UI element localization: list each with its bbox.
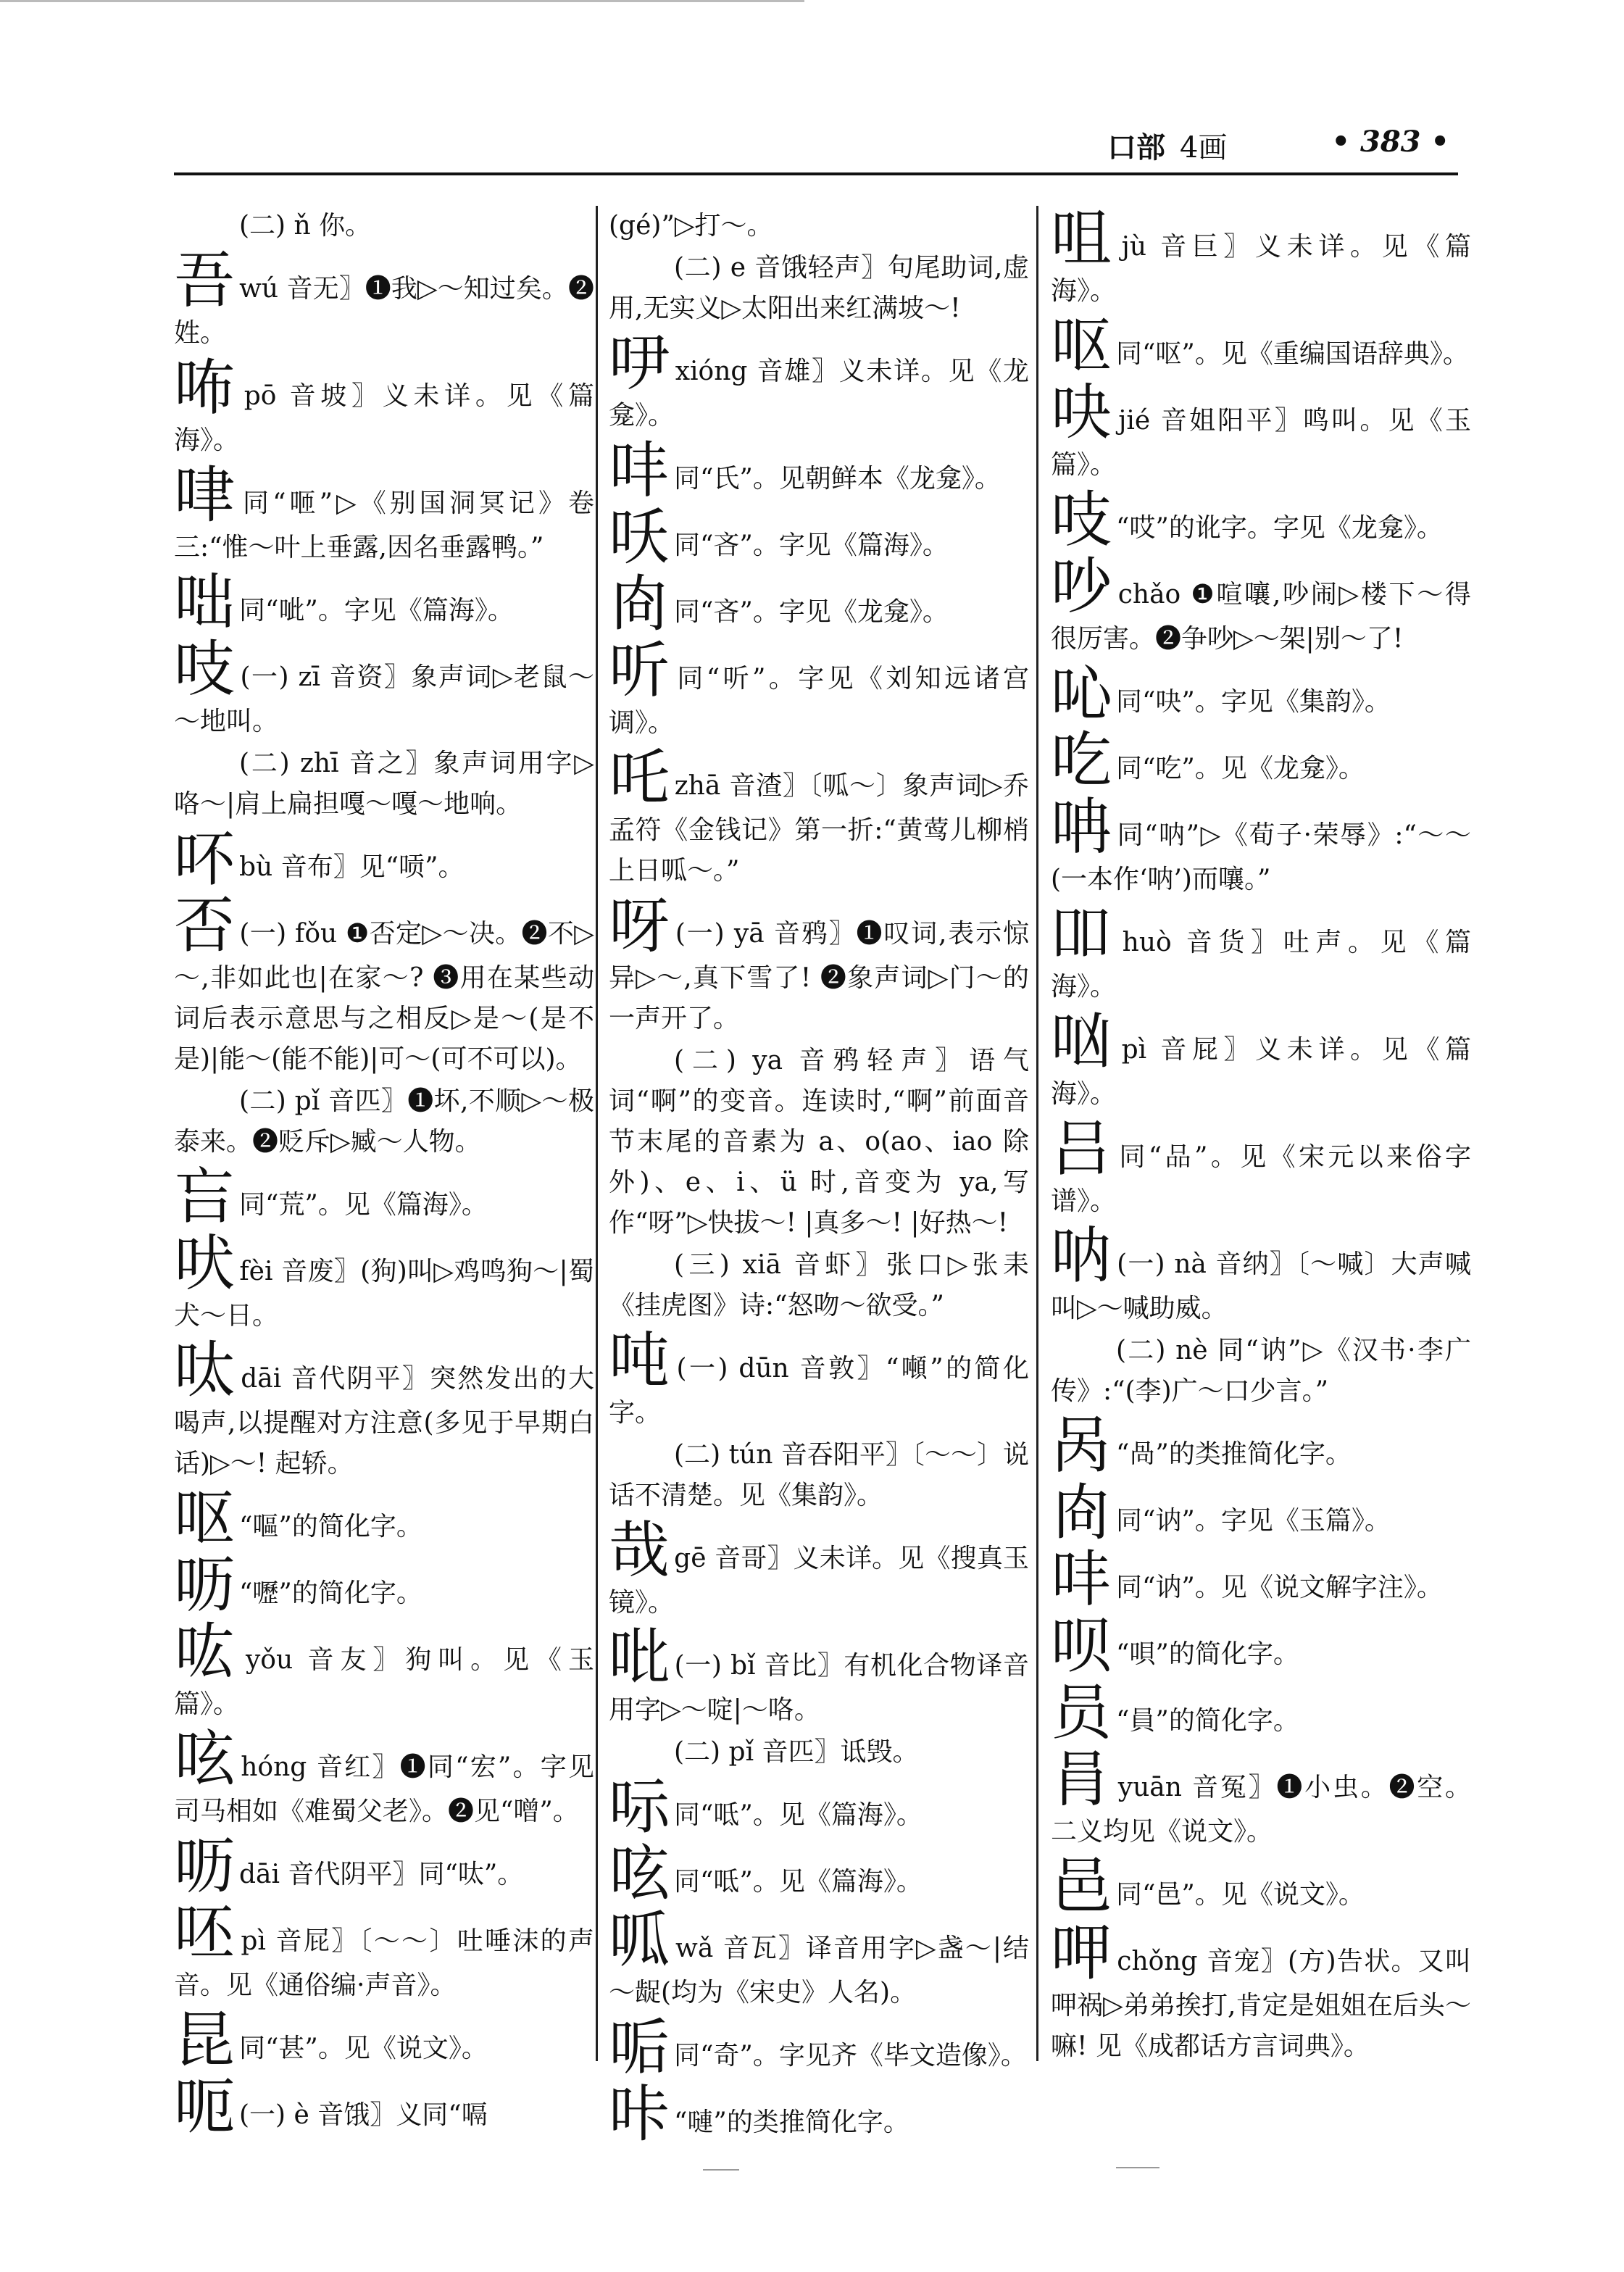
definition-text: pì 音屁〗〔～～〕吐唾沫的声音。见《通俗编·声音》。 — [174, 1926, 594, 2000]
definition-text: chǒng 音宠〗(方)告状。又叫呷祸▷弟弟挨打,肯定是姐姐在后头～嘛! 见《成都话方言词典》。 — [1051, 1947, 1471, 2061]
header-strokes: 4画 — [1180, 131, 1228, 165]
dictionary-entry — [174, 1335, 594, 1484]
header-radical: 口部 — [1107, 130, 1165, 165]
dictionary-entry — [609, 890, 1029, 1039]
headword: 呸 — [174, 1897, 237, 1968]
definition-text: 同“呧”。见《篇海》。 — [674, 1867, 923, 1897]
definition-text: “員”的简化字。 — [1116, 1706, 1299, 1736]
definition-text: (一) bǐ 音比〗有机化合物译音用字▷～啶|～咯。 — [609, 1651, 1029, 1725]
dictionary-entry — [174, 1616, 594, 1725]
definition-text: “嘔”的简化字。 — [239, 1512, 422, 1541]
definition-text: 同“咂”▷《别国洞冥记》卷三:“惟～叶上垂露,因名垂露鸭。” — [174, 488, 594, 562]
headword: 吡 — [609, 1622, 670, 1693]
headword: 呕 — [1051, 310, 1112, 381]
headword: 呐 — [1051, 1220, 1113, 1291]
headword: 呖 — [174, 1549, 236, 1620]
headword: 呃 — [174, 2071, 236, 2142]
headword: 听 — [609, 635, 673, 706]
definition-text: 同“吃”。见《龙龛》。 — [1116, 754, 1365, 783]
dictionary-entry — [609, 1771, 1029, 1842]
dictionary-entry — [174, 890, 594, 1080]
headword: 呩 — [609, 1771, 670, 1842]
dictionary-entry — [174, 1723, 594, 1832]
headword: 呙 — [1051, 1410, 1112, 1481]
definition-text: yǒu 音友〗狗叫。见《玉篇》。 — [174, 1645, 594, 1719]
definition-text: “唄”的简化字。 — [1116, 1639, 1299, 1669]
headword: 㕯 — [1051, 1477, 1112, 1548]
definition-text: dāi 音代阴平〗同“呔”。 — [239, 1860, 524, 1889]
dictionary-entry — [174, 352, 594, 461]
headword: 吰 — [174, 1616, 241, 1687]
dictionary-entry — [609, 742, 1029, 891]
definition-text: (一) fǒu ❶否定▷～决。❷不▷～,非如此也|在家～? ❸用在某些动词后表示意思与之相反▷是～(是不是)|能～(能不能)|可～(可不可以)。 — [174, 919, 594, 1074]
headword: 员 — [1051, 1677, 1112, 1748]
definition-text: 同“呐”▷《荀子·荣辱》:“～～(一本作‘呐’)而嚷。” — [1051, 820, 1471, 894]
dictionary-entry — [174, 823, 594, 894]
definition-text: 同“品”。见《宋元以来俗字谱》。 — [1051, 1142, 1471, 1216]
headword: 吷 — [1051, 377, 1115, 448]
definition-text: xióng 音雄〗义未详。见《龙龛》。 — [609, 357, 1029, 430]
dictionary-entry — [1051, 310, 1471, 381]
dictionary-entry — [1051, 899, 1471, 1007]
dictionary-entry — [609, 1622, 1029, 1731]
dictionary-entry — [1051, 658, 1471, 729]
headword: 㖃 — [609, 2012, 670, 2083]
scan-top-edge — [0, 0, 804, 2]
headword: 呔 — [174, 1335, 237, 1406]
dictionary-entry — [609, 435, 1029, 506]
definition-text: wú 音无〗❶我▷～知过矣。❷姓。 — [174, 274, 594, 348]
definition-text: (一) è 音饿〗义同“嗝 — [239, 2100, 488, 2130]
dictionary-entry — [609, 2078, 1029, 2150]
dictionary-column-3 — [1051, 203, 1471, 2068]
definition-text: 同“呕”。见《重编国语辞典》。 — [1116, 339, 1469, 369]
headword: 吣 — [1051, 658, 1112, 729]
definition-text: 同“邑”。见《说文》。 — [1116, 1880, 1365, 1910]
headword: 㕩 — [609, 435, 670, 506]
headword: 否 — [174, 890, 236, 961]
dictionary-entry — [1051, 1113, 1471, 1222]
definition-text: 同“呲”。字见《篇海》。 — [239, 596, 514, 625]
dictionary-entry — [1051, 1677, 1471, 1748]
definition-text: 同“甚”。见《说文》。 — [239, 2034, 488, 2063]
headword: 吱 — [1051, 484, 1112, 555]
definition-text: jù 音巨〗义未详。见《篇海》。 — [1051, 232, 1471, 306]
dictionary-entry — [174, 459, 594, 568]
column-divider-2 — [1036, 206, 1038, 2061]
definition-text: dāi 音代阴平〗突然发出的大喝声,以提醒对方注意(多见于早期白话)▷～! 起轿。 — [174, 1364, 594, 1478]
headword: 呥 — [1051, 791, 1113, 862]
definition-text: (一) yā 音鸦〗❶叹词,表示惊异▷～,真下雪了! ❷象声词▷门～的一声开了。 — [609, 919, 1029, 1033]
headword: 吾 — [174, 245, 236, 316]
dictionary-entry — [609, 1907, 1029, 2013]
dictionary-entry — [174, 1831, 594, 1902]
definition-text: 同“呧”。见《篇海》。 — [674, 1800, 923, 1830]
dictionary-entry — [609, 1325, 1029, 1433]
definition-text: “嗹”的类推简化字。 — [674, 2107, 909, 2137]
definition-text: hóng 音红〗❶同“宏”。字见司马相如《难蜀父老》。❷见“噌”。 — [174, 1752, 594, 1826]
headword: 肙 — [1051, 1744, 1114, 1815]
definition-text: zhā 音渣〗〔呱～〕象声词▷乔孟符《金钱记》第一折:“黄莺儿柳梢上日呱～。” — [609, 771, 1029, 886]
headword: 㕩 — [1051, 1544, 1112, 1615]
dictionary-entry — [609, 1515, 1029, 1623]
dictionary-entry — [174, 245, 594, 354]
definition-text: 同“奇”。字见齐《毕文造像》。 — [674, 2041, 1027, 2071]
headword: 吕 — [1051, 1113, 1115, 1184]
sub-sense: (二) pǐ 音匹〗❶坏,不顺▷～极泰来。❷贬斥▷臧～人物。 — [174, 1086, 594, 1157]
headword: 呟 — [609, 1838, 670, 1909]
dictionary-entry — [609, 330, 1029, 436]
headword: 吚 — [609, 328, 671, 399]
dictionary-entry — [1051, 551, 1471, 659]
definition-text: 同“吷”。字见《集韵》。 — [1116, 687, 1391, 717]
headword: 呷 — [1051, 1918, 1113, 1989]
headword: 㖀 — [174, 459, 239, 530]
definition-text: 同“氏”。见朝鲜本《龙龛》。 — [674, 464, 1001, 494]
headword: 呗 — [1051, 1610, 1112, 1681]
headword: 呖 — [174, 1831, 236, 1902]
definition-text: 同“讷”。字见《玉篇》。 — [1116, 1506, 1391, 1536]
headword: 吃 — [1051, 725, 1112, 796]
definition-text: 同“讷”。见《说文解字注》。 — [1116, 1573, 1443, 1602]
definition-text: chǎo ❶喧嚷,吵闹▷楼下～得很厉害。❷争吵▷～架|别～了! — [1051, 580, 1471, 654]
dictionary-entry — [1051, 1851, 1471, 1922]
dictionary-entry — [174, 567, 594, 638]
definition-text: jié 音姐阳平〗鸣叫。见《玉篇》。 — [1051, 406, 1471, 480]
dictionary-entry — [609, 568, 1029, 639]
dictionary-column-1 — [174, 206, 594, 2141]
column-divider-1 — [596, 206, 598, 2061]
dictionary-entry — [174, 2005, 594, 2076]
sub-sense: (三) xiā 音虾〗张口▷张耒《挂虎图》诗:“怒吻～欲受。” — [609, 1250, 1029, 1320]
definition-text: (一) nà 音纳〗〔～喊〕大声喊叫▷～喊助威。 — [1051, 1249, 1471, 1323]
headword: 呟 — [174, 1723, 237, 1794]
dictionary-entry — [609, 1838, 1029, 1909]
definition-text: 同“吝”。字见《龙龛》。 — [674, 597, 949, 627]
headword: 㕯 — [609, 568, 670, 639]
headword: 吥 — [174, 823, 236, 894]
dictionary-entry — [1051, 484, 1471, 555]
headword: 呀 — [609, 890, 671, 961]
definition-text: huò 音货〗吐声。见《篇海》。 — [1051, 928, 1471, 1002]
headword: 吱 — [174, 633, 236, 704]
dictionary-entry — [609, 635, 1029, 744]
scan-mark — [703, 2169, 739, 2171]
headword: 㕳 — [1051, 1006, 1117, 1077]
definition-text: 同“吝”。字见《篇海》。 — [674, 530, 949, 560]
definition-text: (一) dūn 音敦〗“噸”的简化字。 — [609, 1354, 1029, 1428]
definition-text: bù 音布〗见“唝”。 — [239, 852, 465, 882]
headword: 吂 — [174, 1161, 236, 1232]
dictionary-column-2 — [609, 206, 1029, 2148]
dictionary-entry — [174, 1483, 594, 1554]
dictionary-entry — [1051, 791, 1471, 900]
sub-sense: (二) e 音饿轻声〗句尾助词,虚用,无实义▷太阳出来红满坡～! — [609, 253, 1029, 323]
scan-mark — [1116, 2167, 1159, 2168]
definition-text: 同“荒”。见《篇海》。 — [239, 1190, 488, 1220]
running-header — [1073, 125, 1449, 168]
sub-sense: (二) ň 你。 — [239, 211, 372, 241]
dictionary-entry — [1051, 203, 1471, 312]
headword: 㕭 — [609, 502, 670, 573]
headword: 咄 — [174, 567, 236, 638]
continuation-text: (gé)”▷打～。 — [609, 211, 773, 241]
definition-text: “咼”的类推简化字。 — [1116, 1439, 1352, 1469]
dictionary-entry — [1051, 1918, 1471, 2067]
dictionary-entry — [1051, 1220, 1471, 1329]
sub-sense: (二) pǐ 音匹〗诋毁。 — [674, 1737, 919, 1767]
definition-text: (一) zī 音资〗象声词▷老鼠～～地叫。 — [174, 662, 594, 736]
headword: 昆 — [174, 2005, 236, 2076]
dictionary-entry — [1051, 1410, 1471, 1481]
headword: 哉 — [609, 1515, 670, 1586]
definition-text: 同“听”。字见《刘知远诸宫调》。 — [609, 664, 1029, 738]
headword: 吠 — [174, 1228, 236, 1299]
dictionary-entry — [1051, 1006, 1471, 1115]
definition-text: pì 音屁〗义未详。见《篇海》。 — [1051, 1035, 1471, 1109]
dictionary-entry — [174, 1897, 594, 2006]
sub-sense: (二) zhī 音之〗象声词用字▷咯～|肩上扁担嘎～嘎～地响。 — [174, 749, 594, 819]
dictionary-entry — [174, 2071, 594, 2142]
headword: 咘 — [174, 352, 240, 423]
definition-text: “哎”的讹字。字见《龙龛》。 — [1116, 513, 1443, 543]
headword: 呕 — [174, 1483, 236, 1554]
dictionary-entry — [174, 633, 594, 742]
sub-sense: (二) tún 音吞阳平〗〔～～〕说话不清楚。见《集韵》。 — [609, 1440, 1029, 1510]
dictionary-entry — [174, 1228, 594, 1336]
sub-sense: (二) nè 同“讷”▷《汉书·李广传》:“(李)广～口少言。” — [1051, 1336, 1471, 1406]
definition-text: wǎ 音瓦〗译音用字▷盏～|结～龊(均为《宋史》人名)。 — [609, 1934, 1029, 2007]
dictionary-entry — [1051, 377, 1471, 486]
headword: 呱 — [609, 1905, 672, 1976]
headword: 邑 — [1051, 1851, 1112, 1922]
dictionary-entry — [174, 1161, 594, 1232]
dictionary-entry — [1051, 725, 1471, 796]
header-rule — [174, 172, 1458, 175]
headword: 吵 — [1051, 551, 1114, 622]
headword: 吨 — [609, 1325, 672, 1396]
dictionary-entry — [609, 502, 1029, 573]
definition-text: pō 音坡〗义未详。见《篇海》。 — [174, 381, 594, 455]
sub-sense: (二) ya 音鸦轻声〗语气词“啊”的变音。连读时,“啊”前面音节末尾的音素为 a、o(ao、iao 除外)、e、i、ü 时,音变为 ya,写作“呀”▷快拔～! |真多～! |好热～! — [609, 1046, 1029, 1238]
dictionary-entry — [1051, 1477, 1471, 1548]
headword: 吅 — [1051, 899, 1118, 970]
dictionary-entry — [1051, 1744, 1471, 1852]
definition-text: yuān 音冤〗❶小虫。❷空。二义均见《说文》。 — [1051, 1773, 1471, 1847]
dictionary-entry — [174, 1549, 594, 1620]
dictionary-entry — [1051, 1610, 1471, 1681]
definition-text: gē 音哥〗义未详。见《搜真玉镜》。 — [609, 1544, 1029, 1618]
page-number: • 383 • — [1331, 125, 1449, 159]
definition-text: fèi 音废〗(狗)叫▷鸡鸣狗～|蜀犬～日。 — [174, 1257, 594, 1331]
dictionary-entry — [1051, 1544, 1471, 1615]
headword: 咀 — [1051, 203, 1117, 274]
definition-text: “嚦”的简化字。 — [239, 1578, 422, 1608]
headword: 咔 — [609, 2078, 670, 2150]
dictionary-entry — [609, 2012, 1029, 2083]
headword: 吒 — [609, 742, 670, 813]
